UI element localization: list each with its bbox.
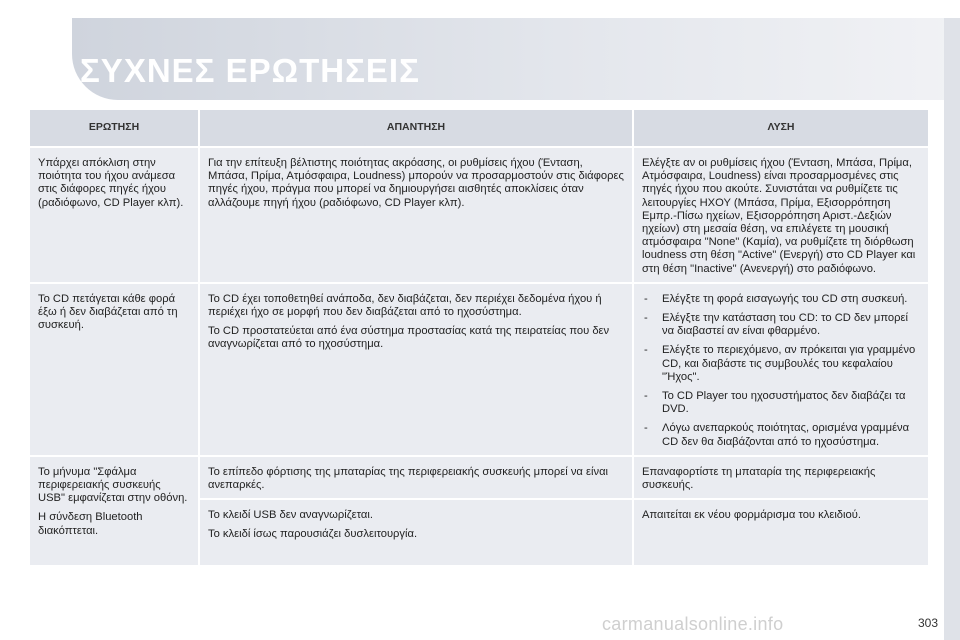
cell-text: Το κλειδί ίσως παρουσιάζει δυσλειτουργία. (208, 528, 418, 541)
answer-cell (199, 283, 633, 456)
cell-text: Το επίπεδο φόρτισης της μπαταρίας της περιφερειακής συσκευής μπορεί να είναι ανεπαρκές. (208, 465, 609, 492)
cell-text: Απαιτείται εκ νέου φορμάρισμα του κλειδιού. (642, 509, 861, 522)
list-item: - Ελέγξτε τη φορά εισαγωγής του CD στη συσκευή. (642, 293, 920, 306)
cell-text: Το κλειδί USB δεν αναγνωρίζεται. (208, 509, 373, 522)
column-header-answer: ΑΠΑΝΤΗΣΗ (199, 110, 633, 147)
table-row (30, 283, 928, 456)
answer-cell (199, 456, 633, 499)
column-header-question: ΕΡΩΤΗΣΗ (30, 110, 199, 147)
cell-text: Η σύνδεση Bluetooth διακόπτεται. (38, 511, 143, 537)
cell-text: Ελέγξτε αν οι ρυθμίσεις ήχου (Ένταση, Μπάσα, Πρίμα, Ατμόσφαιρα, Loudness) είναι προσαρμοσμένες στις πηγές ήχου που ακούτε. Συνιστάται να ρυθμίζετε τις λειτουργίες ΗΧΟΥ (Μπάσα, Πρίμα, Εξισορρόπηση Εμπρ.-Πίσω ηχείων, Εξισορρόπηση Αριστ.-Δεξιών ηχείων) στη μεσαία θέση, να επιλέγετε τη μουσική ατμόσφαιρα "None" (Καμία), να ρυθμίζετε τη διόρθωση loudness στη θέση "Active" (Ενεργή) στο CD Player και στη θέση "Inactive" (Ανενεργή) στο ραδιόφωνο. (642, 157, 916, 275)
solution-cell (633, 456, 928, 499)
cell-text: Το CD πετάγεται κάθε φορά έξω ή δεν διαβάζεται από τη συσκευή. (38, 292, 178, 332)
header-banner (72, 18, 960, 100)
cell-text: Το μήνυμα "Σφάλμα περιφερειακής συσκευής USB" εμφανίζεται στην οθόνη. (38, 465, 188, 505)
cell-text: Επαναφορτίστε τη μπαταρία της περιφερειακής συσκευής. (642, 465, 876, 492)
faq-table (30, 110, 928, 565)
cell-text: Το CD έχει τοποθετηθεί ανάποδα, δεν διαβάζεται, δεν περιέχει δεδομένα ήχου ή περιέχει ήχο σε μορφή που δεν διαβάζεται από το ηχοσύστημα. (208, 292, 602, 319)
solution-cell (633, 147, 928, 283)
answer-cell (199, 499, 633, 565)
list-item: - Ελέγξτε το περιεχόμενο, αν πρόκειται για γραμμένο CD, και διαβάστε τις συμβουλές του κεφαλαίου "Ήχος". (642, 344, 920, 384)
answer-cell (199, 147, 633, 283)
solution-list (642, 293, 920, 449)
list-item: - Το CD Player του ηχοσυστήματος δεν διαβάζει τα DVD. (642, 390, 920, 416)
table-header-row (30, 110, 928, 147)
cell-text: Υπάρχει απόκλιση στην ποιότητα του ήχου ανάμεσα στις διάφορες πηγές ήχου (ραδιόφωνο, CD Player κλπ). (38, 157, 184, 209)
table-row (30, 147, 928, 283)
question-cell (30, 456, 199, 565)
cell-text: Το CD προστατεύεται από ένα σύστημα προστασίας κατά της πειρατείας που δεν αναγνωρίζεται από το ηχοσύστημα. (208, 325, 610, 351)
solution-cell (633, 499, 928, 565)
watermark: carmanualsonline.info (602, 614, 784, 634)
question-cell (30, 147, 199, 283)
cell-text: Για την επίτευξη βέλτιστης ποιότητας ακρόασης, οι ρυθμίσεις ήχου (Ένταση, Μπάσα, Πρίμα, Ατμόσφαιρα, Loudness) μπορούν να προσαρμοστούν στις διάφορες πηγές ήχου, πράγμα που μπορεί να δημιουργήσει αισθητές αποκλίσεις όταν αλλάζουμε πηγή ήχου (ραδιόφωνο, CD Player κλπ). (208, 157, 624, 209)
page-title: ΣΥΧΝΕΣ ΕΡΩΤΗΣΕΙΣ (80, 52, 420, 89)
page-number: 303 (917, 616, 938, 630)
page-edge-tab (944, 18, 960, 640)
question-cell (30, 283, 199, 456)
list-item: - Ελέγξτε την κατάσταση του CD: το CD δεν μπορεί να διαβαστεί αν είναι φθαρμένο. (642, 312, 920, 338)
table-row (30, 456, 928, 499)
list-item: - Λόγω ανεπαρκούς ποιότητας, ορισμένα γραμμένα CD δεν θα διαβάζονται από το ηχοσύστημα. (642, 422, 920, 448)
solution-cell (633, 283, 928, 456)
column-header-solution: ΛΥΣΗ (633, 110, 928, 147)
